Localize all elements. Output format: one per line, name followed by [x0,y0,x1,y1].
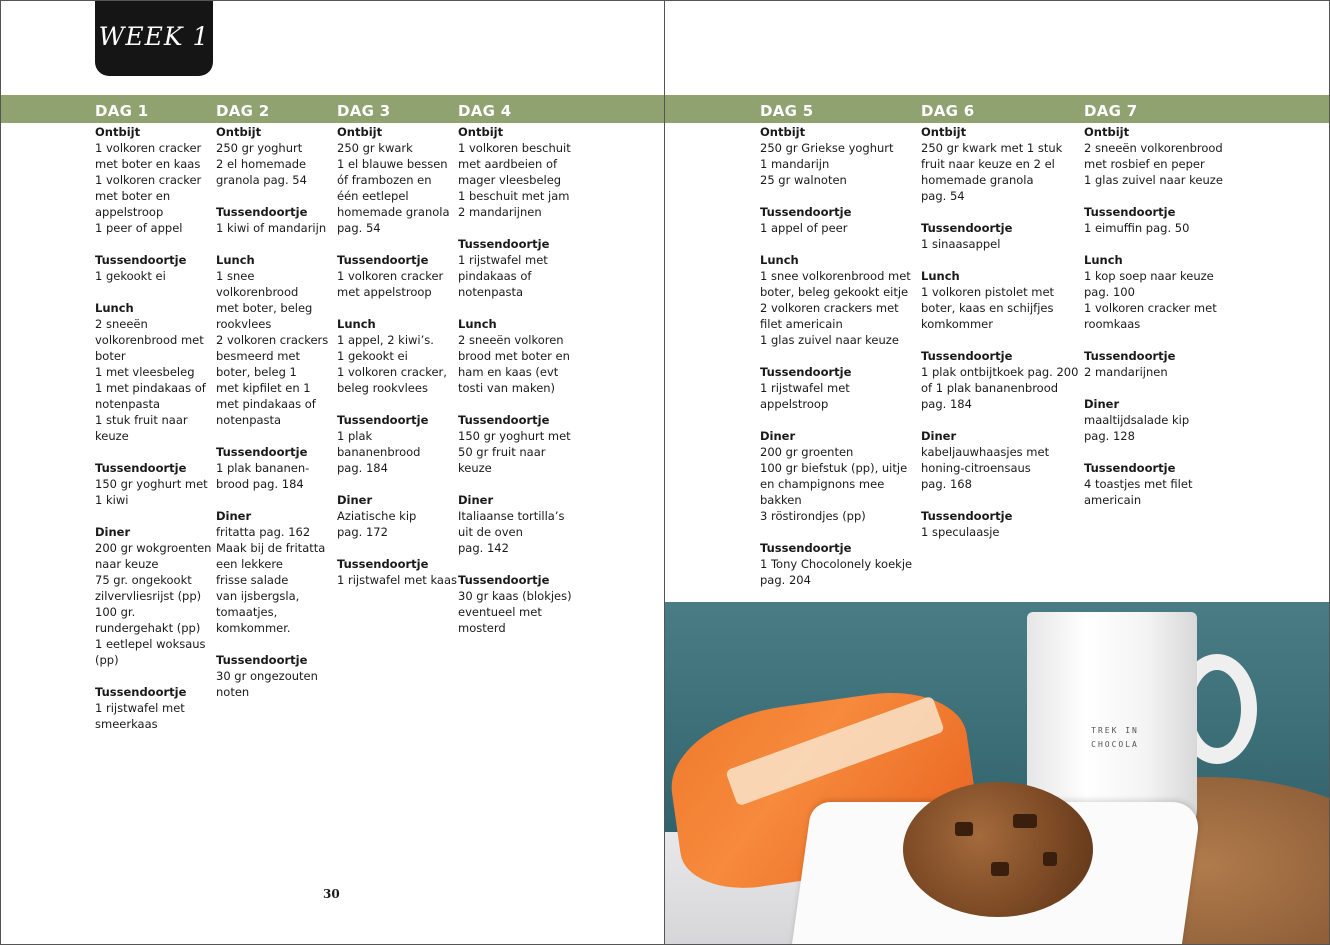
meal-title: Tussendoortje [1084,205,1176,219]
meal-item: 1 peer of appel [95,221,183,235]
meal-item: boter [95,349,126,363]
meal-item: met boter, beleg [216,301,313,315]
meal-item: een lekkere [216,557,283,571]
meal-item: 250 gr yoghurt [216,141,303,155]
meal-item: pindakaas of [458,269,532,283]
meal-item: frisse salade [216,573,289,587]
meal-block [95,252,215,284]
day-column-3 [337,100,457,604]
meal-item: 1 gekookt ei [337,349,408,363]
meal-item: 1 volkoren pistolet met [921,285,1055,299]
meal-item: notenpasta [216,413,282,427]
right-page [664,0,1330,945]
meal-item: homemade granola [921,173,1034,187]
day-label: DAG 6 [921,102,975,120]
meal-item: bakken [760,493,802,507]
meal-item: brood pag. 184 [216,477,304,491]
meal-block [760,204,915,236]
meal-item: 250 gr Griekse yoghurt [760,141,894,155]
meal-block [1084,396,1244,444]
meal-title: Tussendoortje [216,445,308,459]
meal-item: 1 Tony Chocolonely koekje [760,557,913,571]
meal-item: Italiaanse tortilla’s [458,509,565,523]
meal-item: ham en kaas (evt [458,365,559,379]
meal-item: 2 volkoren crackers [216,333,329,347]
meal-block [1084,252,1244,332]
meal-item: boter, kaas en schijfjes [921,301,1054,315]
meal-item: mosterd [458,621,506,635]
meal-item: 100 gr biefstuk (pp), uitje [760,461,908,475]
meal-item: besmeerd met [216,349,300,363]
meal-title: Ontbijt [458,125,504,139]
meal-title: Tussendoortje [1084,349,1176,363]
meal-item: americain [1084,493,1142,507]
meal-block [921,268,1079,332]
meal-title: Lunch [760,253,799,267]
meal-block [216,508,336,636]
meal-title: Tussendoortje [760,205,852,219]
meal-item: keuze [95,429,129,443]
chocolate-chunk [1043,852,1057,866]
meal-block [1084,204,1244,236]
meal-title: Diner [337,493,373,507]
meal-item: pag. 54 [337,221,381,235]
meal-block [458,316,578,396]
meal-item: 50 gr fruit naar [458,445,546,459]
meal-block [337,316,457,396]
meal-item: of 1 plak bananenbrood [921,381,1059,395]
meal-block [95,460,215,508]
meal-item: Maak bij de fritatta [216,541,326,555]
meal-title: Diner [921,429,957,443]
meal-item: 2 sneeën volkoren [458,333,564,347]
meal-item: 1 glas zuivel naar keuze [1084,173,1223,187]
meal-block [921,124,1079,204]
meal-title: Tussendoortje [95,685,187,699]
meal-item: pag. 168 [921,477,972,491]
day-label: DAG 2 [216,102,270,120]
week-label: WEEK 1 [95,1,213,76]
meal-item: 1 eetlepel woksaus [95,637,206,651]
meal-item: 1 speculaasje [921,525,1000,539]
meal-title: Ontbijt [216,125,262,139]
meal-item: granola pag. 54 [216,173,307,187]
meal-item: mager vleesbeleg [458,173,562,187]
meal-item: 3 röstirondjes (pp) [760,509,866,523]
meal-item: 1 appel, 2 kiwi’s. [337,333,434,347]
meal-block [458,572,578,636]
meal-item: filet americain [760,317,843,331]
meal-item: met appelstroop [337,285,432,299]
meal-item: 1 sinaasappel [921,237,1001,251]
meal-item: 1 el blauwe bessen [337,157,448,171]
meal-title: Diner [458,493,494,507]
meal-item: pag. 142 [458,541,509,555]
meal-item: van ijsbergsla, [216,589,300,603]
meal-block [921,220,1079,252]
meal-title: Diner [216,509,252,523]
meal-title: Tussendoortje [95,461,187,475]
meal-block [760,364,915,412]
meal-item: 200 gr wokgroenten [95,541,212,555]
meal-block [760,428,915,524]
day-column-6 [921,100,1079,556]
mug-text-line2: CHOCOLA [1091,740,1139,749]
meal-block [337,556,457,588]
meal-block [760,124,915,188]
meal-item: met boter en [95,189,171,203]
day-label: DAG 7 [1084,102,1138,120]
day-column-5 [760,100,915,604]
meal-title: Tussendoortje [458,573,550,587]
meal-block [95,524,215,668]
meal-item: 1 gekookt ei [95,269,166,283]
meal-item: 150 gr yoghurt met [95,477,208,491]
meal-block [337,252,457,300]
meal-item: fruit naar keuze en 2 el [921,157,1055,171]
meal-item: met boter en kaas [95,157,201,171]
meal-block [921,508,1079,540]
meal-list [760,124,915,588]
meal-item: 1 volkoren cracker, [337,365,447,379]
meal-item: 30 gr kaas (blokjes) [458,589,572,603]
meal-item: honing-citroensaus [921,461,1031,475]
meal-block [458,412,578,476]
meal-item: boter, beleg 1 [216,365,297,379]
meal-item: 1 volkoren cracker [95,141,202,155]
meal-title: Tussendoortje [760,541,852,555]
meal-title: Diner [760,429,796,443]
meal-block [216,652,336,700]
meal-item: Aziatische kip [337,509,417,523]
meal-item: 2 sneeën volkorenbrood [1084,141,1223,155]
meal-item: 200 gr groenten [760,445,854,459]
meal-item: 1 mandarijn [760,157,830,171]
meal-item: 1 snee volkorenbrood met [760,269,911,283]
meal-title: Lunch [1084,253,1123,267]
meal-item: beleg rookvlees [337,381,428,395]
meal-title: Tussendoortje [458,237,550,251]
day-column-2 [216,100,336,716]
meal-item: appelstroop [95,205,164,219]
meal-item: naar keuze [95,557,159,571]
meal-block [216,444,336,492]
meal-title: Tussendoortje [760,365,852,379]
meal-title: Tussendoortje [337,413,429,427]
meal-item: 1 kop soep naar keuze [1084,269,1214,283]
meal-title: Ontbijt [1084,125,1130,139]
meal-item: komkommer. [216,621,291,635]
meal-block [337,124,457,236]
meal-block [458,236,578,300]
meal-item: notenpasta [458,285,524,299]
meal-item: rookvlees [216,317,272,331]
meal-item: 30 gr ongezouten [216,669,318,683]
meal-item: pag. 128 [1084,429,1135,443]
meal-list [337,124,457,588]
meal-block [95,684,215,732]
meal-title: Lunch [216,253,255,267]
day-label: DAG 4 [458,102,512,120]
meal-item: roomkaas [1084,317,1141,331]
meal-item: pag. 184 [921,397,972,411]
meal-item: 1 volkoren beschuit [458,141,571,155]
meal-title: Ontbijt [337,125,383,139]
meal-item: 1 rijstwafel met [760,381,850,395]
meal-item: 1 eimuffin pag. 50 [1084,221,1190,235]
meal-list [95,124,215,732]
meal-title: Tussendoortje [216,653,308,667]
meal-item: rundergehakt (pp) [95,621,201,635]
meal-item: zilvervliesrijst (pp) [95,589,202,603]
meal-title: Ontbijt [921,125,967,139]
chocolate-chunk [991,862,1009,876]
meal-item: 1 rijstwafel met [95,701,185,715]
chocolate-chunk [955,822,973,836]
meal-item: en champignons mee [760,477,885,491]
meal-item: (pp) [95,653,119,667]
meal-item: 2 el homemade [216,157,307,171]
day-column-4 [458,100,578,652]
meal-item: 1 volkoren cracker met [1084,301,1217,315]
meal-item: 1 volkoren cracker [95,173,202,187]
meal-title: Tussendoortje [337,557,429,571]
meal-block [760,252,915,348]
meal-item: 1 kiwi of mandarijn [216,221,327,235]
mug-text-line1: TREK IN [1091,726,1139,735]
meal-item: tomaatjes, [216,605,278,619]
day-label: DAG 5 [760,102,814,120]
meal-title: Diner [1084,397,1120,411]
meal-block [216,204,336,236]
meal-item: met rosbief en peper [1084,157,1205,171]
chocolate-cookie [903,782,1093,917]
meal-title: Tussendoortje [95,253,187,267]
meal-item: 250 gr kwark [337,141,413,155]
meal-list [458,124,578,636]
meal-title: Tussendoortje [216,205,308,219]
cookie-mug-photo [665,602,1330,945]
meal-item: 1 volkoren cracker [337,269,444,283]
page-number: 30 [323,887,340,901]
day-label: DAG 1 [95,102,149,120]
day-label: DAG 3 [337,102,391,120]
meal-item: 1 met vleesbeleg [95,365,195,379]
meal-block [216,124,336,188]
meal-title: Tussendoortje [921,349,1013,363]
meal-item: 150 gr yoghurt met [458,429,571,443]
meal-title: Lunch [95,301,134,315]
meal-item: 1 rijstwafel met kaas [337,573,458,587]
meal-block [1084,460,1244,508]
meal-item: kabeljauwhaasjes met [921,445,1050,459]
meal-list [1084,124,1244,508]
day-column-1 [95,100,215,748]
meal-item: 1 plak ontbijtkoek pag. 200 [921,365,1079,379]
meal-item: 75 gr. ongekookt [95,573,192,587]
meal-block [337,492,457,540]
meal-item: volkorenbrood [216,285,299,299]
meal-item: 1 glas zuivel naar keuze [760,333,899,347]
meal-item: 1 rijstwafel met [458,253,548,267]
meal-block [1084,348,1244,380]
meal-item: 25 gr walnoten [760,173,847,187]
meal-block [921,428,1079,492]
meal-item: homemade granola [337,205,450,219]
meal-title: Ontbijt [95,125,141,139]
meal-item: keuze [458,461,492,475]
meal-item: uit de oven [458,525,523,539]
meal-item: notenpasta [95,397,161,411]
meal-block [95,124,215,236]
meal-item: 4 toastjes met filet [1084,477,1193,491]
meal-list [921,124,1079,540]
day-column-7 [1084,100,1244,524]
meal-title: Tussendoortje [921,221,1013,235]
meal-item: volkorenbrood met [95,333,204,347]
meal-item: met aardbeien of [458,157,558,171]
meal-item: 1 snee [216,269,255,283]
meal-item: met kipfilet en 1 [216,381,311,395]
meal-title: Tussendoortje [921,509,1013,523]
meal-item: 1 stuk fruit naar [95,413,188,427]
meal-item: maaltijdsalade kip [1084,413,1190,427]
meal-item: 1 appel of peer [760,221,848,235]
meal-title: Tussendoortje [337,253,429,267]
meal-title: Diner [95,525,131,539]
meal-item: smeerkaas [95,717,158,731]
meal-item: 100 gr. [95,605,136,619]
meal-item: pag. 204 [760,573,811,587]
meal-block [337,412,457,476]
meal-item: met pindakaas of [216,397,316,411]
meal-item: 2 sneeën [95,317,148,331]
meal-block [921,348,1079,412]
chocolate-chunk [1013,814,1037,828]
meal-item: fritatta pag. 162 [216,525,311,539]
meal-title: Tussendoortje [1084,461,1176,475]
meal-item: 1 plak bananen- [216,461,310,475]
meal-item: pag. 100 [1084,285,1135,299]
meal-item: noten [216,685,250,699]
meal-title: Lunch [337,317,376,331]
meal-block [458,492,578,556]
meal-item: 1 kiwi [95,493,129,507]
meal-item: 1 beschuit met jam [458,189,570,203]
meal-block [1084,124,1244,188]
meal-block [760,540,915,588]
meal-block [458,124,578,220]
meal-title: Tussendoortje [458,413,550,427]
meal-item: pag. 184 [337,461,388,475]
meal-item: 2 mandarijnen [1084,365,1168,379]
meal-item: tosti van maken) [458,381,556,395]
meal-item: één eetlepel [337,189,409,203]
meal-item: brood met boter en [458,349,570,363]
meal-item: pag. 54 [921,189,965,203]
meal-item: appelstroop [760,397,829,411]
meal-title: Lunch [921,269,960,283]
meal-block [216,252,336,428]
meal-title: Lunch [458,317,497,331]
meal-item: 250 gr kwark met 1 stuk [921,141,1063,155]
meal-item: 1 met pindakaas of [95,381,206,395]
meal-block [95,300,215,444]
meal-item: 2 mandarijnen [458,205,542,219]
meal-item: pag. 172 [337,525,388,539]
meal-item: boter, beleg gekookt eitje [760,285,909,299]
meal-title: Ontbijt [760,125,806,139]
meal-item: óf frambozen en [337,173,432,187]
meal-item: komkommer [921,317,993,331]
meal-item: 1 plak bananenbrood [337,429,421,459]
meal-list [216,124,336,700]
meal-item: eventueel met [458,605,542,619]
meal-item: 2 volkoren crackers met [760,301,899,315]
mug-text [1075,724,1155,752]
